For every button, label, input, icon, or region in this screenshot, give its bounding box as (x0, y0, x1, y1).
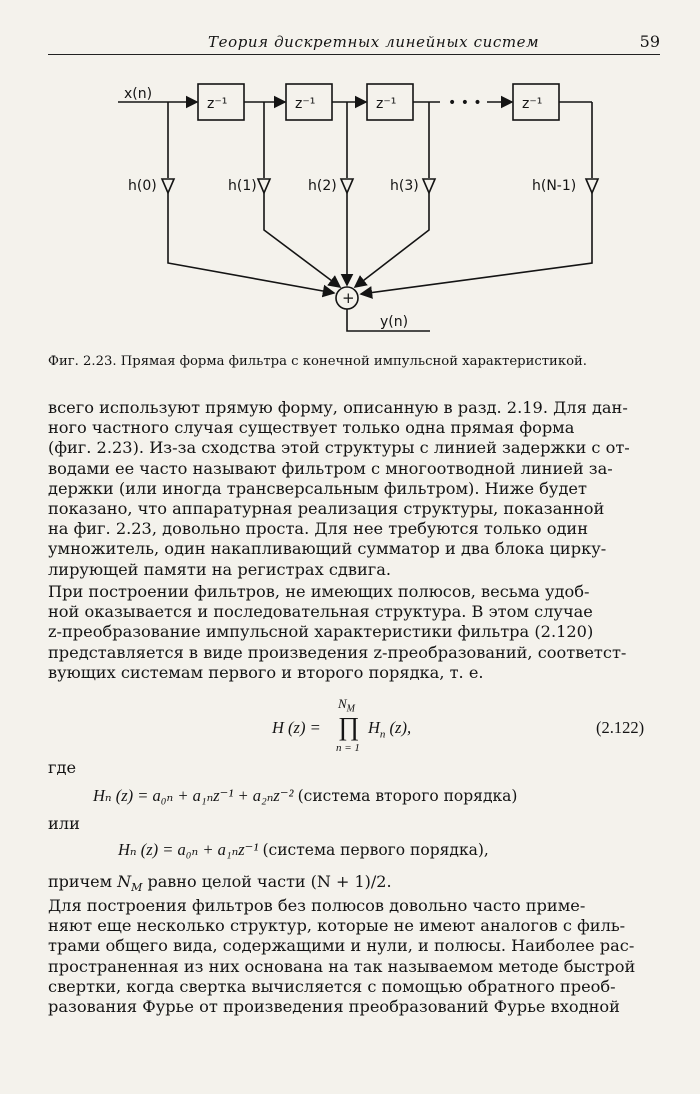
word-ili: или (48, 814, 80, 833)
equation-first-order: Hₙ (z) = a₀ₙ + a₁ₙz⁻¹ (система первого порядка), (118, 840, 489, 859)
equation-2-122-lhs (272, 718, 321, 738)
delay-label-1: z⁻¹ (207, 96, 228, 112)
multiplier-h0 (162, 179, 174, 193)
input-label: x(n) (124, 86, 153, 102)
eq-lhs: H (z) = (272, 718, 321, 737)
tap-label-h0: h(0) (128, 178, 157, 194)
adder-symbol: + (342, 289, 355, 307)
eq-lower-limit: n = 1 (336, 742, 360, 754)
multiplier-h2 (341, 179, 353, 193)
equation-2-122-rhs: $H_n$ (z), (368, 718, 412, 741)
page-number: 59 (639, 32, 660, 51)
delay-label-2: z⁻¹ (295, 96, 316, 112)
eq-upper-limit: $N_M$ (338, 696, 356, 715)
multiplier-h3 (423, 179, 435, 193)
fir-direct-form-diagram (0, 60, 700, 350)
delay-label-3: z⁻¹ (376, 96, 397, 112)
equation-number: (2.122) (596, 718, 645, 737)
tap-label-hN-1: h(N-1) (532, 178, 577, 194)
output-label: y(n) (380, 314, 409, 330)
tap-label-h3: h(3) (390, 178, 419, 194)
running-header (48, 30, 660, 55)
paragraph-1: всего используют прямую форму, описанную в разд. 2.19. Для дан- ного частного случая существует только одна прямая форма (фиг. 2.23). Из-за сходства этой структуры с линией задержки с от- водами ее часто называют фильтром с многоотводной линией за- держки (или иногда трансверсальным фильтром). Ниже будет показано, что аппаратурная реализация структуры, показанной на фиг. 2.23, довольно проста. Для нее требуются только один умножитель, один накапливающий сумматор и два блока цирку- лирующей памяти на регистрах сдвига. (48, 398, 630, 579)
multiplier-h1 (258, 179, 270, 193)
paragraph-3: Для построения фильтров без полюсов довольно часто приме- няют еще несколько структур, которые не имеют аналогов с филь- трами общего вида, содержащими и нули, и полюсы. Наиболее рас- пространенная из них основана на так называемом методе быстрой свертки, когда свертка вычисляется с помощью обратного преоб- разования Фурье от произведения преобразований Фурье входной (48, 896, 636, 1017)
header-title: Теория дискретных линейных систем (208, 33, 540, 51)
tap-label-h2: h(2) (308, 178, 337, 194)
paragraph-2: При построении фильтров, не имеющих полюсов, весьма удоб- ной оказывается и последовательная структура. В этом случае z-преобразование импульсной характеристики фильтра (2.120) представляется в виде произведения z-преобразований, соответст- вующих системам первого и второго порядка, т. е. (48, 582, 627, 682)
equation-second-order: Hₙ (z) = a₀ₙ + a₁ₙz⁻¹ + a₂ₙz⁻² (система второго порядка) (93, 786, 518, 805)
multiplier-hN-1 (586, 179, 598, 193)
tap-label-h1: h(1) (228, 178, 257, 194)
ellipsis: • • • (448, 95, 482, 111)
eq-product-symbol: ∏ (338, 712, 360, 741)
clause-nm: причем $N_M$ равно целой части (N + 1)/2. (48, 872, 392, 895)
delay-label-4: z⁻¹ (522, 96, 543, 112)
figure-caption: Фиг. 2.23. Прямая форма фильтра с конечной импульсной характеристикой. (48, 354, 587, 369)
word-gde: где (48, 758, 77, 777)
